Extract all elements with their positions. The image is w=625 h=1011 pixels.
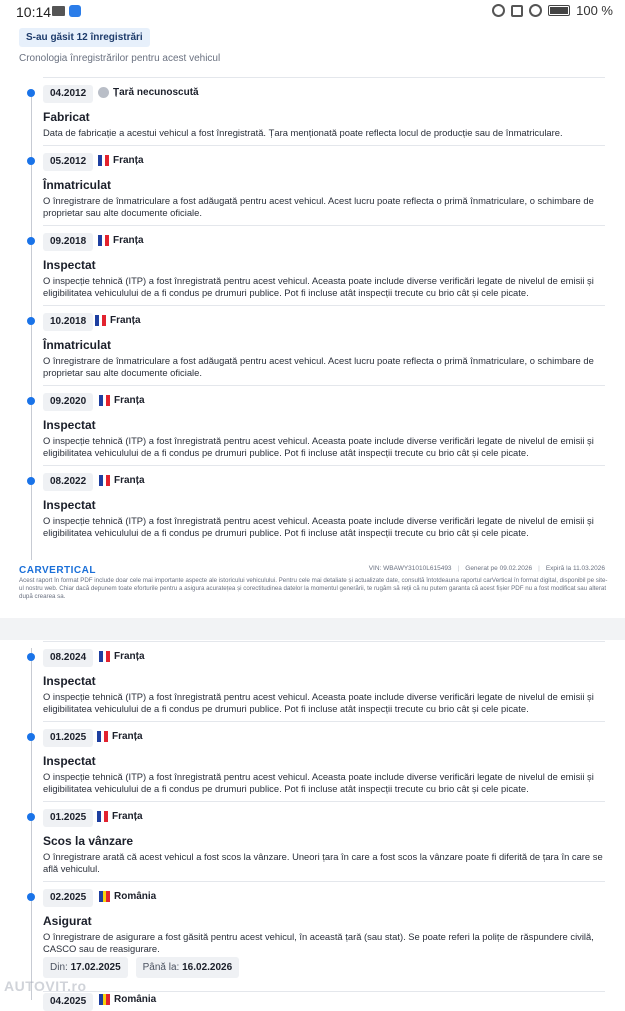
entry-date: 04.2025 (43, 993, 93, 1011)
report-generated: Generat pe 09.02.2026 (465, 565, 533, 572)
carvertical-logo: CARVERTICAL (19, 565, 96, 576)
france-flag-icon (98, 155, 109, 166)
wifi-icon (529, 4, 542, 17)
entry-date: 02.2025 (43, 889, 93, 907)
entry-title: Inspectat (43, 498, 96, 512)
romania-flag-icon (99, 994, 110, 1005)
entry-description: O inspecție tehnică (ITP) a fost înregistrată pentru acest vehicul. Aceasta poate include diverse verificări legate de nivelul de emisii și eligibilitatea vehiculului de a fi condus pe drumuri publice. Pot fi incluse atât inspecții trecute cu brio cât și cele picate. (43, 515, 594, 538)
entry-description: O inspecție tehnică (ITP) a fost înregistrată pentru acest vehicul. Aceasta poate include diverse verificări legate de nivelul de emisii și eligibilitatea vehiculului de a fi condus pe drumuri publice. Pot fi incluse atât inspecții trecute cu brio cât și cele picate. (43, 771, 594, 794)
entry-country: Franța (95, 315, 141, 326)
timeline-entry (31, 721, 605, 799)
battery-level: 100 % (576, 3, 613, 18)
timeline-entry (31, 991, 605, 1007)
report-vin: VIN: WBAWY31010L615493 (368, 565, 452, 572)
entry-country: Franța (98, 235, 144, 246)
timeline-dot (27, 653, 35, 661)
timeline-dot (27, 237, 35, 245)
battery-icon (548, 5, 570, 16)
timeline-entry (31, 305, 605, 383)
timeline-dot (27, 893, 35, 901)
status-time: 10:14 (16, 4, 52, 20)
france-flag-icon (98, 235, 109, 246)
entry-date: 01.2025 (43, 729, 93, 747)
timeline-dot (27, 89, 35, 97)
timeline-dot (27, 813, 35, 821)
timeline-entry (31, 641, 605, 719)
entry-title: Înmatriculat (43, 178, 112, 192)
timeline-entry (31, 145, 605, 223)
report-disclaimer: Acest raport în format PDF include doar cele mai importante aspecte ale istoricului vehiculului. Pentru cele mai detaliate și actualizate date, consultă întotdeauna raportul carVertical în format digital, disponibil pe site-ul nostru web. Chiar dacă depunem toate eforturile pentru a asigura acuratețea și corectitudinea datelor la momentul generării, te rugăm să reții că nu putem garanta că acest fișier PDF nu a fost modificat sau alterat după crearea sa. (19, 577, 608, 600)
timeline-dot (27, 477, 35, 485)
globe-icon (98, 87, 109, 98)
france-flag-icon (99, 475, 110, 486)
timeline-entry (31, 801, 605, 879)
timeline-entry (31, 385, 605, 463)
entry-country: România (99, 891, 156, 902)
france-flag-icon (97, 731, 108, 742)
autovit-watermark: AUTOVIT.ro (4, 978, 87, 994)
entry-country: Franța (99, 395, 145, 406)
entry-date: 05.2012 (43, 153, 93, 171)
timeline-subtitle: Cronologia înregistrărilor pentru acest vehicul (19, 53, 221, 64)
entry-title: Fabricat (43, 110, 90, 124)
timeline-dot (27, 317, 35, 325)
timeline-entry (31, 77, 605, 143)
timeline-entry (31, 225, 605, 303)
france-flag-icon (95, 315, 106, 326)
entry-date: 01.2025 (43, 809, 93, 827)
france-flag-icon (99, 651, 110, 662)
entry-date: 08.2024 (43, 649, 93, 667)
entry-country: Franța (99, 651, 145, 662)
entry-title: Asigurat (43, 914, 92, 928)
timeline-dot (27, 397, 35, 405)
entry-description: O înregistrare arată că acest vehicul a fost scos la vânzare. Uneori țara în care a fost scos la vânzare poate fi diferită de țara în care se află vehiculul. (43, 851, 603, 874)
entry-country: Franța (99, 475, 145, 486)
entry-description: O înregistrare de asigurare a fost găsită pentru acest vehicul, în această țară (sau stat). Se poate referi la polițe de răspundere civilă, CASCO sau de reasigurare. (43, 931, 594, 954)
romania-flag-icon (99, 891, 110, 902)
entry-title: Inspectat (43, 754, 96, 768)
page-break (0, 618, 625, 640)
france-flag-icon (97, 811, 108, 822)
entry-title: Inspectat (43, 674, 96, 688)
mute-icon (511, 5, 523, 17)
records-found-badge: S-au găsit 12 înregistrări (19, 28, 150, 47)
entry-description: O înregistrare de înmatriculare a fost adăugată pentru acest vehicul. Acest lucru poate reflecta o primă înmatriculare, o schimbare de proprietar sau alte documente oficiale. (43, 355, 594, 378)
timeline-dot (27, 733, 35, 741)
entry-description: O inspecție tehnică (ITP) a fost înregistrată pentru acest vehicul. Aceasta poate include diverse verificări legate de nivelul de emisii și eligibilitatea vehiculului de a fi condus pe drumuri publice. Pot fi incluse atât inspecții trecute cu brio cât și cele picate. (43, 275, 594, 298)
timeline-entry (31, 465, 605, 543)
timeline-dot (27, 157, 35, 165)
report-meta: VIN: WBAWY31010L615493 | Generat pe 09.02.2026 | Expiră la 11.03.2026 (368, 565, 605, 572)
entry-date: 09.2020 (43, 393, 93, 411)
entry-title: Inspectat (43, 258, 96, 272)
insurance-to: Până la: 16.02.2026 (136, 957, 240, 978)
speed-icon (492, 4, 505, 17)
entry-description: O inspecție tehnică (ITP) a fost înregistrată pentru acest vehicul. Aceasta poate include diverse verificări legate de nivelul de emisii și eligibilitatea vehiculului de a fi condus pe drumuri publice. Pot fi incluse atât inspecții trecute cu brio cât și cele picate. (43, 435, 594, 458)
insurance-period (43, 957, 239, 978)
insurance-from: Din: 17.02.2025 (43, 957, 128, 978)
entry-description: O inspecție tehnică (ITP) a fost înregistrată pentru acest vehicul. Aceasta poate include diverse verificări legate de nivelul de emisii și eligibilitatea vehiculului de a fi condus pe drumuri publice. Pot fi incluse atât inspecții trecute cu brio cât și cele picate. (43, 691, 594, 714)
entry-date: 09.2018 (43, 233, 93, 251)
entry-description: Data de fabricație a acestui vehicul a fost înregistrată. Țara menționată poate reflecta locul de producție sau de înmatriculare. (43, 127, 563, 138)
entry-country: Franța (97, 731, 143, 742)
entry-title: Înmatriculat (43, 338, 112, 352)
entry-date: 04.2012 (43, 85, 93, 103)
entry-country: Franța (97, 811, 143, 822)
mail-icon (52, 6, 65, 16)
entry-date: 10.2018 (43, 313, 93, 331)
entry-date: 08.2022 (43, 473, 93, 491)
report-expires: Expiră la 11.03.2026 (545, 565, 605, 572)
entry-country: România (99, 994, 156, 1005)
entry-country: Franța (98, 155, 144, 166)
status-bar (0, 0, 625, 24)
app-notification-icon (69, 5, 81, 17)
entry-country: Țară necunoscută (98, 87, 199, 98)
france-flag-icon (99, 395, 110, 406)
entry-title: Scos la vânzare (43, 834, 134, 848)
entry-description: O înregistrare de înmatriculare a fost adăugată pentru acest vehicul. Acest lucru poate reflecta o primă înmatriculare, o schimbare de proprietar sau alte documente oficiale. (43, 195, 594, 218)
entry-title: Inspectat (43, 418, 96, 432)
